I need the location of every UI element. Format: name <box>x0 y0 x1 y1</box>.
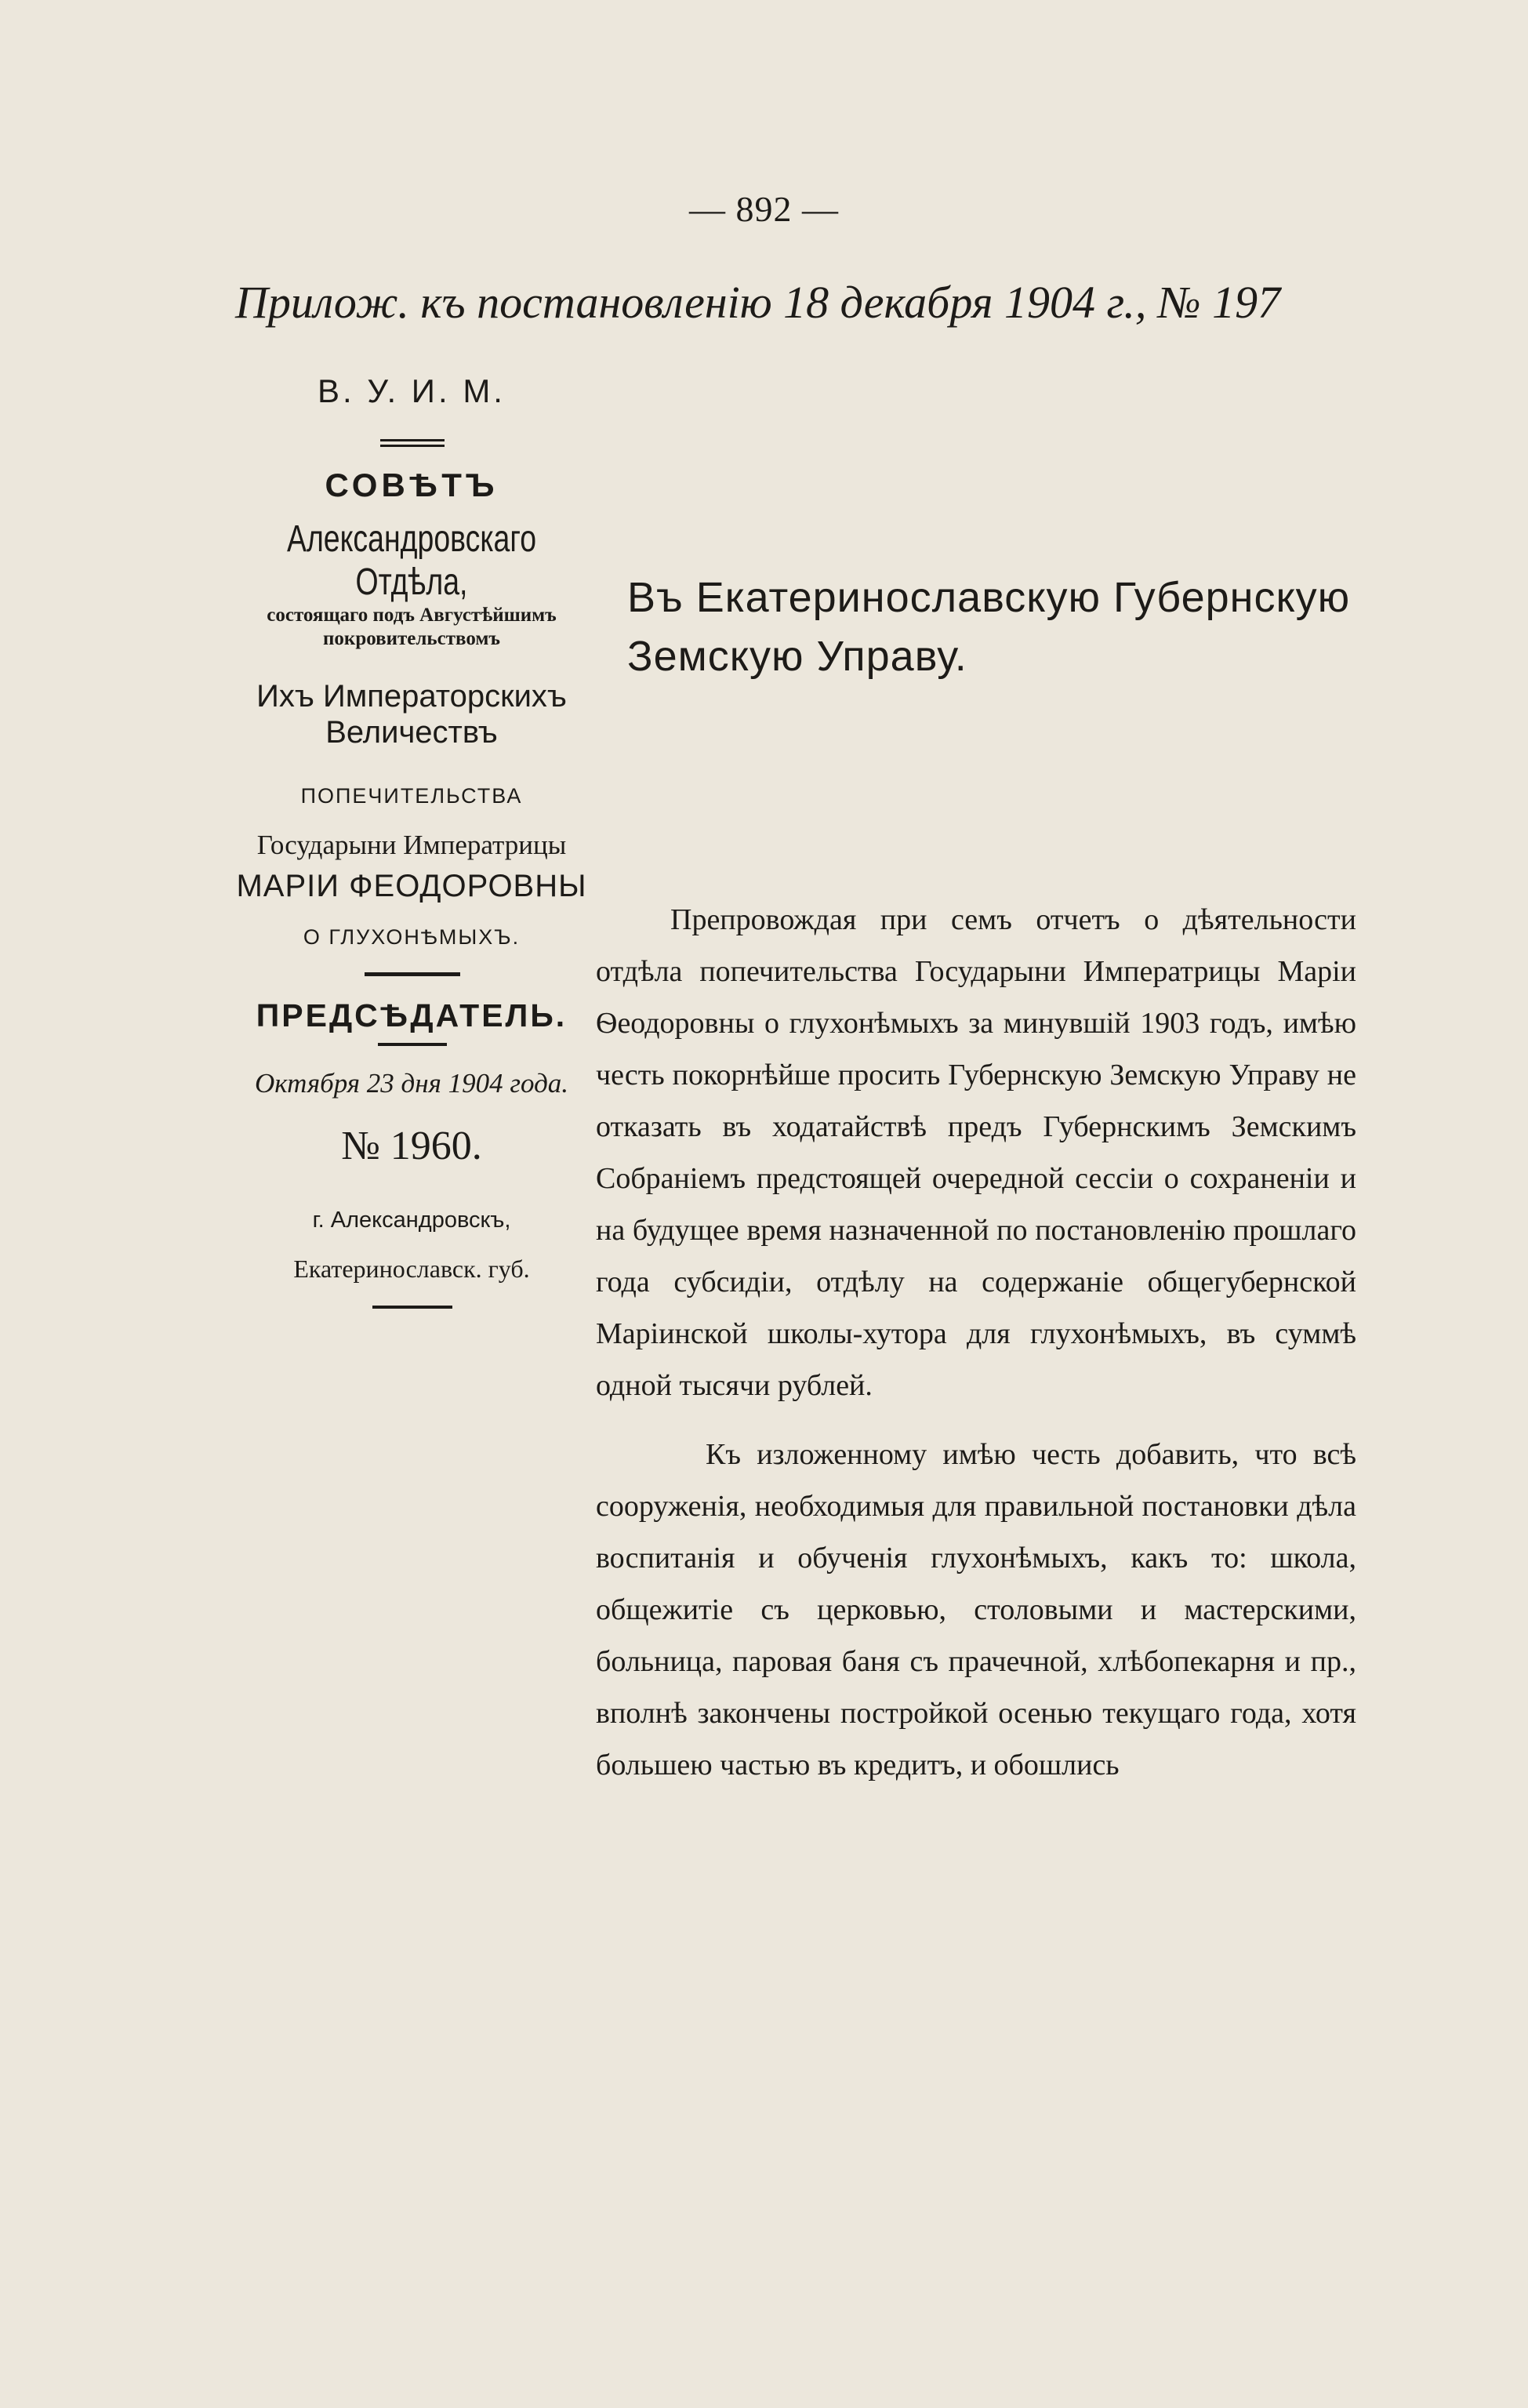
single-rule <box>378 1043 447 1046</box>
single-rule <box>372 1306 452 1309</box>
double-rule <box>380 439 445 447</box>
letterhead-maria: МАРІИ ФЕОДОРОВНЫ <box>236 869 587 903</box>
majesties-line-2: Величествъ <box>325 715 498 750</box>
addressee: Въ Екатеринославскую Губернскую Земскую Управу. <box>627 574 1351 680</box>
appendix-heading: Прилож. къ постановленію 18 декабря 1904 г., № 197 <box>235 277 1281 328</box>
letterhead-chairman: ПРЕДСѢДАТЕЛЬ. <box>256 997 568 1033</box>
letter-number: № 1960. <box>341 1124 482 1168</box>
letterhead-empress: Государыни Императрицы <box>256 830 567 860</box>
letter-province: Екатеринославск. губ. <box>293 1255 530 1283</box>
letter-city: г. Александровскъ, <box>312 1208 511 1233</box>
letterhead-majesties <box>220 678 604 750</box>
body-paragraph-1: Препровождая при семъ отчетъ о дѣятельности отдѣла попечительства Государыни Императрицы Маріи Ѳеодоровны о глухонѣмыхъ за минувшій 1903 годъ, имѣю честь покорнѣйше просить Губернскую Земскую Управу не отказать въ ходатайствѣ предъ Губернскимъ Земскимъ Собраніемъ предстоящей очередной сессіи о сохраненіи и на будущее время назначенной по постановленію прошлаго года субсидіи, отдѣлу на содержаніе общегубернской Маріинской школы-хутора для глухонѣмыхъ, въ суммѣ одной тысячи рублей. <box>596 903 1356 1402</box>
letterhead-abbreviation: В. У. И. М. <box>318 372 506 409</box>
majesties-line-1: Ихъ Императорскихъ <box>256 679 567 714</box>
letterhead-department: Александровскаго Отдѣла, <box>286 518 537 603</box>
letterhead-deaf: О ГЛУХОНѢМЫХЪ. <box>303 925 521 949</box>
page-number: — 892 — <box>689 189 839 229</box>
letterhead-patronage: состоящаго подъ Августѣйшимъ покровительствомъ <box>267 605 557 649</box>
body-paragraph-2: Къ изложенному имѣю честь добавить, что всѣ сооруженія, необходимыя для правильной постановки дѣла воспитанія и обученія глухонѣмыхъ, какъ то: школа, общежитіе съ церковью, столовыми и мастерскими, больница, паровая баня съ прачечной, хлѣбопекарня и пр., вполнѣ закончены постройкой осенью текущаго года, хотя большею частью въ кредитъ, и обошлись <box>596 1438 1356 1781</box>
single-rule <box>365 972 460 976</box>
letterhead-trusteeship: ПОПЕЧИТЕЛЬСТВА <box>300 784 523 808</box>
letter-body <box>596 894 1356 1791</box>
letter-date: Октября 23 дня 1904 года. <box>254 1068 569 1099</box>
letterhead-council: СОВѢТЪ <box>325 467 499 503</box>
